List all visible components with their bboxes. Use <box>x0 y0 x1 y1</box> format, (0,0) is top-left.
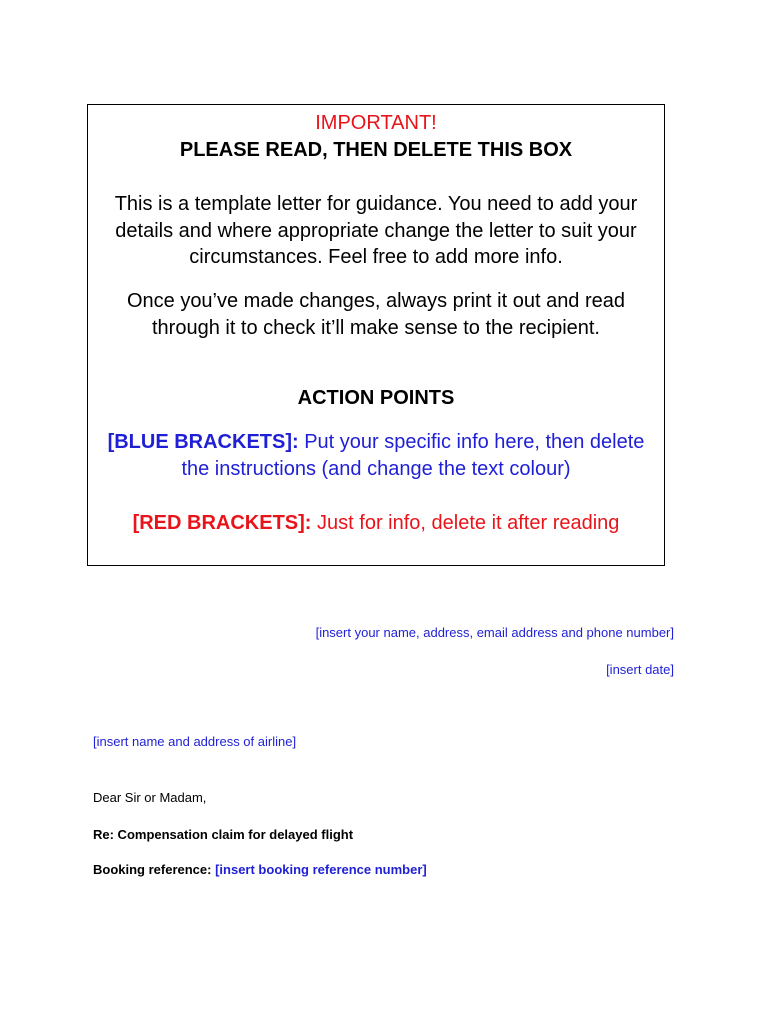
action-points-heading: ACTION POINTS <box>297 387 455 409</box>
blue-brackets-instruction <box>88 429 664 482</box>
date-placeholder: [insert date] <box>606 662 674 677</box>
instruction-box <box>87 104 665 566</box>
salutation: Dear Sir or Madam, <box>93 790 207 805</box>
notice-paragraph-print: Once you’ve made changes, always print it out and read through it to check it’ll make sense to the recipient. <box>126 290 626 339</box>
sender-details-placeholder: [insert your name, address, email address and phone number] <box>315 625 674 640</box>
red-brackets-instruction <box>88 510 664 537</box>
booking-reference-label: Booking reference: <box>93 862 216 877</box>
booking-reference-placeholder: [insert booking reference number] <box>215 862 427 877</box>
red-brackets-text: Just for info, delete it after reading <box>311 512 620 534</box>
notice-subheading: PLEASE READ, THEN DELETE THIS BOX <box>179 139 573 161</box>
booking-reference-line <box>93 862 427 878</box>
subject-line: Re: Compensation claim for delayed flight <box>93 827 354 842</box>
notice-paragraph-guidance: This is a template letter for guidance. You need to add your details and where appropriate change the letter to suit your circumstances. Feel free to add more info. <box>114 193 638 268</box>
blue-brackets-text: Put your specific info here, then delete the instructions (and change the text colour) <box>181 431 645 480</box>
airline-address-placeholder: [insert name and address of airline] <box>93 734 297 749</box>
notice-heading: IMPORTANT! <box>315 112 437 134</box>
red-brackets-label: [RED BRACKETS]: <box>132 512 312 534</box>
blue-brackets-label: [BLUE BRACKETS]: <box>107 431 299 453</box>
